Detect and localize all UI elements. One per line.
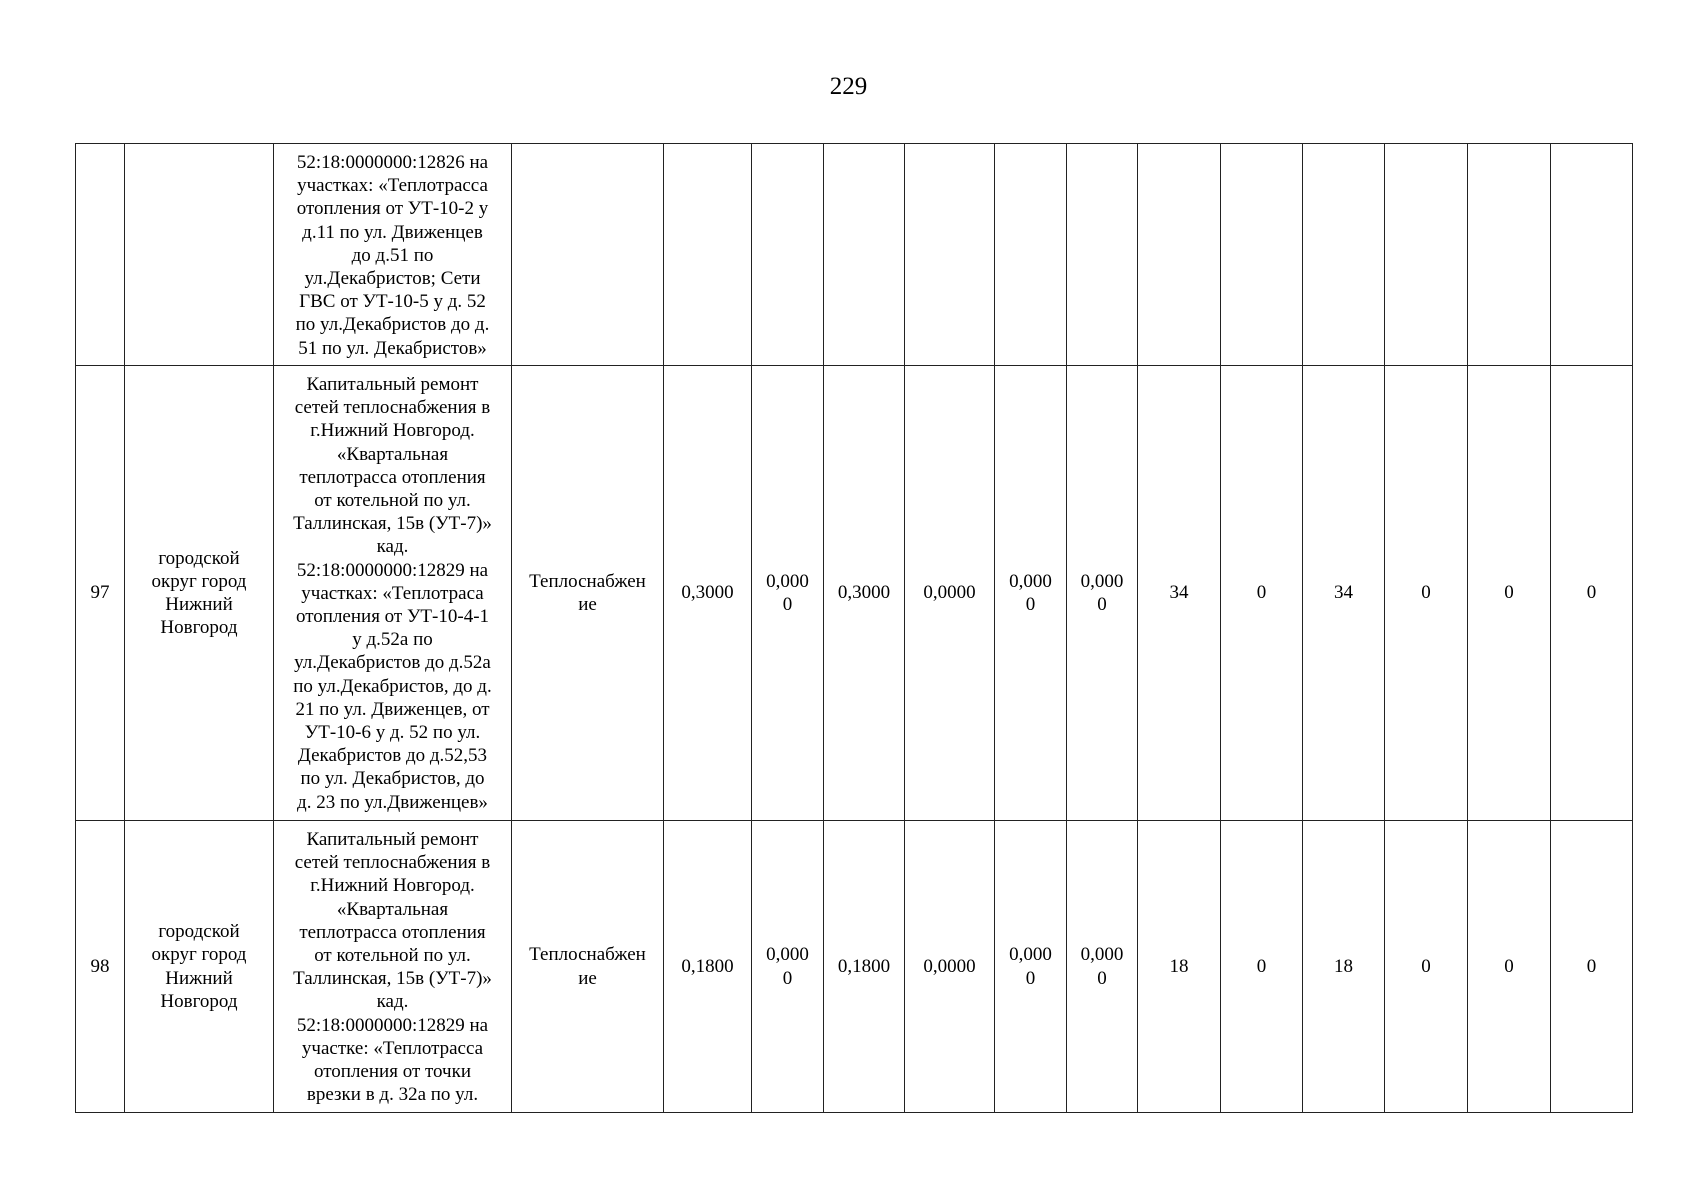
- cell-text-line: 0: [1025, 594, 1036, 615]
- cell-text-line: ие: [578, 967, 597, 989]
- cell-text-line: до д.51 по: [351, 244, 434, 266]
- cell-text-line: по ул.Декабристов до д.: [295, 314, 490, 336]
- value-cell: [995, 144, 1067, 366]
- value-cell: [1067, 821, 1138, 1113]
- cell-text-line: 0,000: [1080, 570, 1124, 592]
- cell-text-line: 34: [1334, 582, 1353, 604]
- cell-text-line: от котельной по ул.: [314, 490, 471, 512]
- cell-text-line: «Квартальная: [336, 898, 449, 920]
- cell-text-line: округ город: [151, 570, 247, 592]
- cell-text-line: городской: [158, 921, 240, 943]
- cell-text-line: Капитальный ремонт: [306, 829, 479, 850]
- cell-text-line: 0: [1504, 955, 1514, 977]
- row-number-cell: [76, 366, 125, 821]
- cell-text-line: сетей теплоснабжения в: [294, 852, 491, 874]
- cell-text-line: ие: [578, 594, 597, 615]
- cell-text-line: Нижний: [165, 967, 233, 989]
- cell-text-line: участках: «Теплотраса: [301, 582, 484, 604]
- cell-text-line: «Квартальная: [336, 443, 449, 465]
- cell-text-line: 0: [1586, 955, 1597, 977]
- table-row: [76, 144, 1633, 366]
- cell-text-line: 0: [782, 594, 793, 615]
- cell-text-line: 0,000: [1009, 570, 1052, 592]
- cell-text-line: 0: [1504, 582, 1514, 604]
- cell-text-line: д.11 по ул. Движенцев: [302, 221, 483, 243]
- value-cell: [1221, 144, 1303, 366]
- table-row: [76, 821, 1633, 1113]
- cell-text-line: Таллинская, 15в (УТ-7)»: [293, 968, 492, 990]
- value-cell: [664, 821, 752, 1113]
- cell-text-line: 0,1800: [681, 955, 734, 977]
- value-cell: [995, 366, 1067, 821]
- cell-text-line: УТ-10-6 у д. 52 по ул.: [304, 722, 481, 744]
- cell-text-line: 0,3000: [681, 582, 734, 604]
- cell-text-line: теплотрасса отопления: [299, 466, 486, 488]
- description-cell: [274, 144, 512, 366]
- value-cell: [1303, 821, 1385, 1113]
- municipality-cell: [125, 366, 274, 821]
- cell-text-line: 0,1800: [837, 955, 891, 977]
- cell-text-line: 0: [1097, 967, 1107, 989]
- cell-text-line: кад.: [376, 991, 409, 1013]
- value-cell: [1221, 821, 1303, 1113]
- value-cell: [1468, 144, 1551, 366]
- supply-type-cell: [512, 821, 664, 1113]
- value-cell: [905, 366, 995, 821]
- cell-text-line: 0,3000: [837, 582, 891, 604]
- cell-text-line: ул.Декабристов до д.52а: [294, 652, 491, 674]
- cell-text-line: 0,000: [766, 570, 809, 592]
- cell-text-line: Декабристов до д.52,53: [297, 745, 488, 767]
- cell-text-line: Теплоснабжен: [529, 944, 646, 966]
- cell-text-line: городской: [158, 547, 240, 569]
- value-cell: [1385, 821, 1468, 1113]
- value-cell: [752, 366, 824, 821]
- cell-text-line: теплотрасса отопления: [299, 921, 486, 943]
- cell-text-line: отопления от УТ-10-4-1: [295, 606, 490, 628]
- cell-text-line: отопления от точки: [313, 1061, 472, 1083]
- cell-text-line: врезки в д. 32а по ул.: [306, 1084, 479, 1106]
- value-cell: [905, 821, 995, 1113]
- supply-type-cell: [512, 144, 664, 366]
- cell-text-line: отопления от УТ-10-2 у: [296, 198, 489, 220]
- value-cell: [664, 366, 752, 821]
- cell-text-line: г.Нижний Новгород.: [310, 875, 475, 897]
- cell-text-line: Новгород: [160, 990, 238, 1012]
- project-table: [75, 143, 1633, 1113]
- row-number-cell: [76, 144, 125, 366]
- value-cell: [1385, 144, 1468, 366]
- cell-text-line: от котельной по ул.: [314, 945, 471, 967]
- cell-text-line: 51 по ул. Декабристов»: [298, 337, 487, 359]
- cell-text-line: ул.Декабристов; Сети: [304, 268, 481, 290]
- cell-text-line: 0,0000: [923, 582, 976, 604]
- value-cell: [1221, 366, 1303, 821]
- value-cell: [824, 366, 905, 821]
- cell-text-line: 0: [1586, 582, 1597, 604]
- cell-text-line: 0: [1421, 582, 1431, 604]
- value-cell: [1303, 144, 1385, 366]
- cell-text-line: 0: [1097, 594, 1107, 615]
- cell-text-line: 0: [1256, 955, 1267, 977]
- cell-text-line: 18: [1169, 955, 1189, 977]
- value-cell: [1138, 366, 1221, 821]
- value-cell: [1303, 366, 1385, 821]
- cell-text-line: 98: [90, 955, 110, 977]
- cell-text-line: д. 23 по ул.Движенцев»: [297, 791, 488, 813]
- table-row: [76, 366, 1633, 821]
- cell-text-line: кад.: [376, 536, 409, 558]
- cell-text-line: 97: [90, 582, 110, 604]
- cell-text-line: Теплоснабжен: [529, 570, 646, 592]
- value-cell: [1468, 821, 1551, 1113]
- cell-text-line: 0,000: [1009, 944, 1052, 966]
- cell-text-line: 0,0000: [923, 955, 976, 977]
- value-cell: [1385, 366, 1468, 821]
- cell-text-line: Капитальный ремонт: [306, 374, 479, 395]
- value-cell: [1138, 144, 1221, 366]
- cell-text-line: 0: [1421, 955, 1431, 977]
- cell-text-line: 34: [1169, 582, 1189, 604]
- cell-text-line: г.Нижний Новгород.: [310, 420, 475, 442]
- cell-text-line: округ город: [151, 944, 247, 966]
- cell-text-line: 52:18:0000000:12829 на: [296, 1014, 489, 1036]
- row-number-cell: [76, 821, 125, 1113]
- value-cell: [1551, 366, 1633, 821]
- value-cell: [1468, 366, 1551, 821]
- cell-text-line: 52:18:0000000:12826 на: [296, 152, 489, 173]
- value-cell: [824, 821, 905, 1113]
- description-cell: [274, 821, 512, 1113]
- municipality-cell: [125, 821, 274, 1113]
- cell-text-line: у д.52а по: [352, 629, 433, 651]
- cell-text-line: 0,000: [766, 944, 809, 966]
- cell-text-line: по ул.Декабристов, до д.: [293, 675, 492, 697]
- cell-text-line: 21 по ул. Движенцев, от: [295, 698, 490, 720]
- supply-type-cell: [512, 366, 664, 821]
- cell-text-line: Нижний: [165, 594, 233, 615]
- value-cell: [995, 821, 1067, 1113]
- cell-text-line: 52:18:0000000:12829 на: [296, 559, 489, 581]
- value-cell: [824, 144, 905, 366]
- cell-text-line: ГВС от УТ-10-5 у д. 52: [299, 291, 486, 313]
- description-cell: [274, 366, 512, 821]
- cell-text-line: участках: «Теплотрасса: [297, 175, 488, 197]
- cell-text-line: сетей теплоснабжения в: [294, 397, 491, 419]
- cell-text-line: Новгород: [160, 617, 238, 639]
- cell-text-line: 18: [1334, 955, 1353, 977]
- value-cell: [752, 821, 824, 1113]
- cell-text-line: Таллинская, 15в (УТ-7)»: [293, 513, 492, 535]
- value-cell: [752, 144, 824, 366]
- value-cell: [1067, 144, 1138, 366]
- value-cell: [905, 144, 995, 366]
- value-cell: [664, 144, 752, 366]
- value-cell: [1067, 366, 1138, 821]
- cell-text-line: по ул. Декабристов, до: [300, 768, 485, 790]
- value-cell: [1551, 144, 1633, 366]
- value-cell: [1551, 821, 1633, 1113]
- cell-text-line: 0: [1256, 582, 1267, 604]
- cell-text-line: 0: [782, 967, 793, 989]
- municipality-cell: [125, 144, 274, 366]
- page-number: 229: [829, 73, 868, 100]
- cell-text-line: 0: [1025, 967, 1036, 989]
- value-cell: [1138, 821, 1221, 1113]
- cell-text-line: 0,000: [1080, 944, 1124, 966]
- cell-text-line: участке: «Теплотрасса: [301, 1037, 484, 1059]
